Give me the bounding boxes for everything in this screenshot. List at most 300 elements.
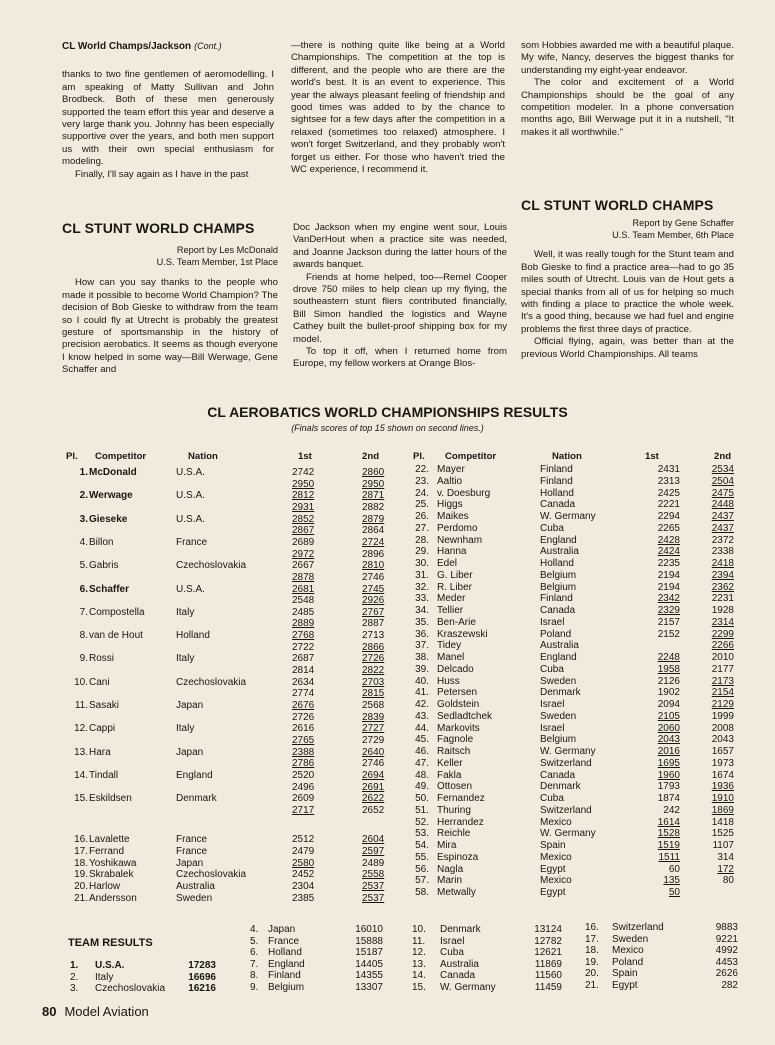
nation: Israel xyxy=(540,616,565,628)
nation: Italy xyxy=(176,653,195,665)
score-first: 2094 xyxy=(657,699,680,710)
team-score: 4992 xyxy=(715,945,738,957)
place-number: 27. xyxy=(415,522,429,534)
nation: U.S.A. xyxy=(176,490,205,502)
competitor-name: Aaltio xyxy=(437,475,463,487)
nation: Holland xyxy=(540,558,574,569)
competitor-name: Delcado xyxy=(437,663,474,675)
finals-score-first: 2548 xyxy=(292,595,315,607)
score-first: 2768 xyxy=(292,630,315,642)
place-number: 56. xyxy=(415,863,429,875)
finals-score-first: 2765 xyxy=(292,734,315,746)
place-number: 53. xyxy=(415,828,429,840)
score-second: 2008 xyxy=(711,722,734,734)
place-number: 44. xyxy=(415,722,429,734)
table-row xyxy=(0,652,775,664)
header-nation: Nation xyxy=(188,451,218,462)
competitor-name: Ferrand xyxy=(89,845,125,857)
paragraph: Official flying, again, was better than at the previous World Championships. All teams xyxy=(521,336,734,360)
score-first: 2634 xyxy=(292,676,315,688)
nation: Cuba xyxy=(540,663,564,675)
finals-score-second: 2652 xyxy=(362,804,385,816)
nation: W. Germany xyxy=(540,746,596,757)
score-second: 172 xyxy=(717,863,734,875)
place-number: 30. xyxy=(415,558,429,569)
place-number: 21. xyxy=(74,893,88,904)
byline-role: U.S. Team Member, 1st Place xyxy=(156,257,278,268)
score-second: 2534 xyxy=(711,464,734,475)
competitor-name: Compostella xyxy=(89,606,145,618)
team-place: 18. xyxy=(585,945,599,957)
finals-score-first: 2889 xyxy=(292,618,315,630)
nation: U.S.A. xyxy=(176,467,205,478)
competitor-name: Higgs xyxy=(437,499,463,511)
team-nation: England xyxy=(268,958,305,970)
table-row xyxy=(0,711,775,723)
mcdonald-column-1 xyxy=(62,222,278,377)
score-first: 1614 xyxy=(657,816,680,828)
team-score: 13124 xyxy=(534,924,562,935)
table-row xyxy=(0,828,775,840)
team-score: 12782 xyxy=(534,935,562,947)
place-number: 41. xyxy=(415,687,429,699)
finals-score-first: 2950 xyxy=(292,478,315,490)
competitor-name: Tindall xyxy=(89,769,119,781)
team-score: 15888 xyxy=(355,935,383,947)
nation: Canada xyxy=(540,499,576,511)
table-row xyxy=(0,582,775,594)
competitor-name: Marin xyxy=(437,875,463,887)
score-second: 80 xyxy=(722,875,734,887)
score-first: 1874 xyxy=(657,793,680,804)
score-first: 2388 xyxy=(292,746,315,758)
page-footer xyxy=(42,1004,149,1019)
team-results-title: TEAM RESULTS xyxy=(68,937,153,949)
competitor-name: Thuring xyxy=(437,804,471,816)
nation: W. Germany xyxy=(540,511,596,522)
place-number: 58. xyxy=(415,887,429,898)
score-first: 2689 xyxy=(292,536,315,548)
score-second: 2489 xyxy=(362,857,385,869)
place-number: 7. xyxy=(79,606,88,618)
team-nation: W. Germany xyxy=(440,982,496,993)
finals-score-first: 2814 xyxy=(292,665,315,676)
score-second: 2537 xyxy=(362,881,385,893)
score-second: 2043 xyxy=(711,734,734,746)
nation: Sweden xyxy=(176,893,213,904)
score-first: 2520 xyxy=(292,769,315,781)
score-second: 2266 xyxy=(711,640,734,652)
competitor-name: R. Liber xyxy=(437,581,473,593)
competitor-name: Rossi xyxy=(89,653,115,665)
place-number: 13. xyxy=(74,746,88,758)
team-place: 7. xyxy=(250,958,259,970)
nation: Czechoslovakia xyxy=(176,869,247,881)
table-row xyxy=(0,746,775,758)
score-second: 314 xyxy=(717,851,734,863)
score-second: 2394 xyxy=(711,569,734,581)
score-first: 2126 xyxy=(657,675,680,687)
score-second: 2418 xyxy=(711,558,734,569)
competitor-name: Lavalette xyxy=(89,834,130,845)
score-second: 2745 xyxy=(362,583,385,595)
paragraph: Friends at home helped, too—Remel Cooper drove 750 miles to help clean up my flying, the southeastern stunt fliers contributed financially, Bill Simon handled the logistics and Wayne Cathey built the bullet-proof shipping box for my model. xyxy=(293,271,507,345)
nation: Japan xyxy=(176,857,204,869)
score-first: 2304 xyxy=(292,881,315,893)
team-score: 2626 xyxy=(715,968,738,980)
finals-score-second: 2950 xyxy=(362,478,385,490)
table-row xyxy=(0,464,775,476)
nation: Denmark xyxy=(540,781,581,793)
running-head xyxy=(62,40,274,53)
team-nation: Switzerland xyxy=(612,922,664,933)
jackson-column-3 xyxy=(521,40,734,139)
team-score: 16010 xyxy=(355,924,383,935)
finals-score-second: 2815 xyxy=(362,688,385,700)
table-row xyxy=(0,770,775,782)
finals-score-first: 2972 xyxy=(292,548,315,560)
competitor-name: Tidey xyxy=(437,640,462,652)
finals-score-second: 2864 xyxy=(362,525,385,537)
table-row xyxy=(0,499,775,511)
nation: Czechoslovakia xyxy=(176,676,247,688)
team-nation: Australia xyxy=(440,958,479,970)
score-first: 2852 xyxy=(292,513,315,525)
place-number: 31. xyxy=(415,569,429,581)
nation: Australia xyxy=(176,881,215,893)
score-second: 1525 xyxy=(711,828,734,840)
place-number: 20. xyxy=(74,881,88,893)
score-second: 2448 xyxy=(711,499,734,511)
header-first: 1st xyxy=(298,451,312,462)
competitor-name: Harlow xyxy=(89,881,121,893)
competitor-name: Yoshikawa xyxy=(89,857,137,869)
team-place: 21. xyxy=(585,980,599,991)
nation: Mexico xyxy=(540,851,572,863)
score-second: 2568 xyxy=(362,700,385,711)
table-row xyxy=(0,488,775,500)
finals-score-second: 2926 xyxy=(362,595,385,607)
nation: Poland xyxy=(540,628,572,640)
nation: Israel xyxy=(540,699,565,710)
team-place: 8. xyxy=(250,970,259,982)
place-number: 49. xyxy=(415,781,429,793)
place-number: 42. xyxy=(415,699,429,710)
score-first: 2687 xyxy=(292,653,315,665)
nation: U.S.A. xyxy=(176,513,205,525)
score-first: 2676 xyxy=(292,700,315,711)
competitor-name: Andersson xyxy=(89,893,137,904)
score-first: 2248 xyxy=(657,652,680,663)
table-row xyxy=(0,758,775,770)
team-score: 11560 xyxy=(534,970,562,982)
team-place: 14. xyxy=(412,970,426,982)
nation: Cuba xyxy=(540,522,564,534)
score-first: 2485 xyxy=(292,606,315,618)
table-row xyxy=(0,558,775,570)
score-second: 2437 xyxy=(711,511,734,522)
jackson-column-2 xyxy=(291,40,505,176)
nation: England xyxy=(176,769,213,781)
place-number: 36. xyxy=(415,628,429,640)
competitor-name: Espinoza xyxy=(437,851,479,863)
team-place: 11. xyxy=(412,935,426,947)
competitor-name: Kraszewski xyxy=(437,628,488,640)
place-number: 46. xyxy=(415,746,429,757)
nation: Australia xyxy=(540,546,579,558)
table-row xyxy=(0,664,775,676)
table-row xyxy=(0,699,775,711)
finals-score-first: 2774 xyxy=(292,688,315,700)
header-competitor: Competitor xyxy=(445,451,497,462)
score-second: 2299 xyxy=(711,628,734,640)
score-first: 2512 xyxy=(292,834,315,845)
team-place: 9. xyxy=(250,982,259,993)
nation: France xyxy=(176,536,208,548)
table-row xyxy=(0,535,775,547)
nation: Denmark xyxy=(176,793,217,805)
score-first: 2265 xyxy=(657,522,680,534)
nation: Italy xyxy=(176,606,195,618)
finals-score-first: 2496 xyxy=(292,781,315,793)
nation: Japan xyxy=(176,700,204,711)
paragraph: —there is nothing quite like being at a World Championships. The competition at the top is different, and the people who are there are the world's best. It is an event to experience. This year the always pleasant feeling of friendship and good times was added to by the chance to sightsee for a few days after the competition in a relaxed (sometimes too relaxed) atmosphere. I won't forget Switzerland, and they probably won't forget us either. For those who haven't tried the WC experience, I recommend it. xyxy=(291,40,505,176)
score-first: 2424 xyxy=(657,546,680,558)
team-row xyxy=(0,945,775,957)
score-second: 2871 xyxy=(362,490,385,502)
nation: Sweden xyxy=(540,675,577,687)
nation: Canada xyxy=(540,769,576,781)
competitor-name: Edel xyxy=(437,558,458,569)
competitor-name: Cani xyxy=(89,676,110,688)
header-second: 2nd xyxy=(714,451,732,462)
score-second: 2314 xyxy=(711,616,734,628)
results-title: CL AEROBATICS WORLD CHAMPIONSHIPS RESULTS xyxy=(207,404,568,420)
score-second: 2177 xyxy=(711,663,734,675)
score-second: 1674 xyxy=(711,769,734,781)
score-second: 2437 xyxy=(711,522,734,534)
finals-score-first: 2722 xyxy=(292,641,315,653)
team-nation: Cuba xyxy=(440,947,464,959)
finals-score-first: 2726 xyxy=(292,711,315,723)
score-first: 2194 xyxy=(657,581,680,593)
paragraph: How can you say thanks to the people who made it possible to become World Champion? The decision of Bob Gieske to withdraw from the team so I could fly at Utrecht is probably the greatest gesture of sportsmanship in the history of precision aerobatics. It seems as though everyone I know helped in some way—Bill Werwage, Gene Schaffer and xyxy=(62,277,278,376)
team-score: 14355 xyxy=(355,970,383,982)
score-second: 2010 xyxy=(711,652,734,663)
nation: Holland xyxy=(176,630,210,642)
score-first: 2016 xyxy=(657,746,680,757)
score-first: 2428 xyxy=(657,534,680,546)
competitor-name: Perdomo xyxy=(437,522,478,534)
header-second: 2nd xyxy=(362,451,380,462)
place-number: 47. xyxy=(415,757,429,769)
score-second: 2640 xyxy=(362,746,385,758)
byline-author: Report by Gene Schaffer xyxy=(632,218,734,229)
score-second: 2727 xyxy=(362,723,385,735)
score-first: 1960 xyxy=(657,769,680,781)
header-competitor: Competitor xyxy=(95,451,147,462)
score-first: 2235 xyxy=(657,558,680,569)
score-first: 2060 xyxy=(657,722,680,734)
team-row xyxy=(0,934,775,946)
finals-score-second: 2896 xyxy=(362,548,385,560)
score-first: 60 xyxy=(668,863,680,875)
team-score: 11869 xyxy=(534,958,562,970)
team-row xyxy=(0,968,775,980)
finals-score-first: 2717 xyxy=(292,804,315,816)
nation: France xyxy=(176,845,208,857)
table-row xyxy=(0,546,775,558)
header-pl: Pl. xyxy=(66,451,78,462)
score-first: 2294 xyxy=(657,511,680,522)
place-number: 26. xyxy=(415,511,429,522)
table-row xyxy=(0,852,775,864)
nation: Egypt xyxy=(540,863,566,875)
competitor-name: Manel xyxy=(437,652,465,663)
place-number: 34. xyxy=(415,605,429,616)
place-number: 40. xyxy=(415,675,429,687)
finals-score-first: 2867 xyxy=(292,525,315,537)
competitor-name: Skrabalek xyxy=(89,869,134,881)
running-head-title: CL World Champs/Jackson xyxy=(62,41,192,52)
score-first: 1695 xyxy=(657,757,680,769)
score-second: 2372 xyxy=(711,534,734,546)
nation: Belgium xyxy=(540,581,577,593)
nation: Sweden xyxy=(540,710,577,722)
team-place: 16. xyxy=(585,922,599,933)
score-second: 2622 xyxy=(362,793,385,805)
place-number: 6. xyxy=(79,583,88,595)
finals-score-second: 2746 xyxy=(362,758,385,770)
score-second: 2703 xyxy=(362,676,385,688)
competitor-name: Cappi xyxy=(89,723,116,735)
competitor-name: Hara xyxy=(89,746,111,758)
competitor-name: Sasaki xyxy=(89,700,120,711)
score-first: 2425 xyxy=(657,487,680,499)
place-number: 37. xyxy=(415,640,429,652)
nation: Cuba xyxy=(540,793,564,804)
score-second: 1869 xyxy=(711,804,734,816)
place-number: 8. xyxy=(79,630,88,642)
nation: Holland xyxy=(540,487,574,499)
place-number: 43. xyxy=(415,710,429,722)
competitor-name: Metwally xyxy=(437,887,476,898)
competitor-name: Fagnole xyxy=(437,734,474,746)
competitor-name: Markovits xyxy=(437,722,480,734)
article-title: CL STUNT WORLD CHAMPS xyxy=(521,197,714,213)
score-first: 50 xyxy=(668,887,680,898)
score-first: 2157 xyxy=(657,616,680,628)
table-row xyxy=(0,629,775,641)
nation: England xyxy=(540,534,577,546)
competitor-name: Newnham xyxy=(437,534,483,546)
place-number: 33. xyxy=(415,593,429,605)
nation: Finland xyxy=(540,475,573,487)
team-nation: Poland xyxy=(612,956,644,968)
nation: Denmark xyxy=(540,687,581,699)
team-nation: U.S.A. xyxy=(95,960,125,971)
competitor-name: Nagla xyxy=(437,863,464,875)
competitor-name: Werwage xyxy=(89,490,133,502)
competitor-name: Hanna xyxy=(437,546,467,558)
nation: Canada xyxy=(540,605,576,616)
competitor-name: Mayer xyxy=(437,464,465,475)
paragraph: som Hobbies awarded me with a beautiful plaque. My wife, Nancy, deserves the biggest thanks for understanding my eight-year endeavor. xyxy=(521,40,734,76)
header-pl: Pl. xyxy=(413,451,425,462)
score-second: 2338 xyxy=(711,546,734,558)
finals-score-second: 2887 xyxy=(362,618,385,630)
team-place: 10. xyxy=(412,924,426,935)
competitor-name: Raitsch xyxy=(437,746,471,757)
competitor-name: van de Hout xyxy=(89,630,143,642)
competitor-name: Goldstein xyxy=(437,699,480,710)
header-nation: Nation xyxy=(552,451,582,462)
table-row xyxy=(0,723,775,735)
team-row xyxy=(0,957,775,969)
score-second: 1107 xyxy=(712,840,734,851)
place-number: 18. xyxy=(74,857,88,869)
team-place: 15. xyxy=(412,982,426,993)
place-number: 23. xyxy=(415,475,429,487)
score-first: 1519 xyxy=(657,840,680,851)
score-first: 2681 xyxy=(292,583,315,595)
team-place: 19. xyxy=(585,956,599,968)
table-row xyxy=(0,875,775,887)
score-second: 1936 xyxy=(711,781,734,793)
competitor-name: Herrandez xyxy=(437,816,484,828)
nation: Finland xyxy=(540,464,573,475)
place-number: 17. xyxy=(74,845,88,857)
finals-score-first: 2931 xyxy=(292,501,315,513)
score-first: 2580 xyxy=(292,857,315,869)
schaffer-column xyxy=(521,199,734,361)
table-row xyxy=(0,476,775,488)
score-first: 242 xyxy=(663,804,680,816)
team-nation: Holland xyxy=(268,947,302,959)
team-place: 12. xyxy=(412,947,426,959)
score-first: 2105 xyxy=(657,710,680,722)
nation: Switzerland xyxy=(540,757,592,769)
team-place: 6. xyxy=(250,947,259,959)
competitor-name: Maikes xyxy=(437,511,469,522)
place-number: 29. xyxy=(415,546,429,558)
team-place: 2. xyxy=(70,971,79,983)
nation: U.S.A. xyxy=(176,583,205,595)
jackson-column-1 xyxy=(62,40,274,181)
score-second: 1418 xyxy=(711,816,734,828)
score-second: 1657 xyxy=(711,746,734,757)
team-nation: Spain xyxy=(612,968,638,980)
table-row xyxy=(0,781,775,793)
competitor-name: Sedladtchek xyxy=(437,710,493,722)
nation: France xyxy=(176,834,208,845)
competitor-name: Fernandez xyxy=(437,793,485,804)
score-second: 1999 xyxy=(711,710,734,722)
nation: Switzerland xyxy=(540,804,592,816)
place-number: 39. xyxy=(415,663,429,675)
competitor-name: Mira xyxy=(437,840,457,851)
score-second: 2860 xyxy=(362,467,385,478)
mcdonald-column-2 xyxy=(293,222,507,371)
place-number: 11. xyxy=(74,700,88,711)
competitor-name: Huss xyxy=(437,675,460,687)
team-score: 12621 xyxy=(534,947,562,959)
results-subtitle: (Finals scores of top 15 shown on second lines.) xyxy=(291,423,484,433)
score-second: 2879 xyxy=(362,513,385,525)
table-row xyxy=(0,887,775,899)
competitor-name: Gieseke xyxy=(89,513,128,525)
nation: Belgium xyxy=(540,569,577,581)
